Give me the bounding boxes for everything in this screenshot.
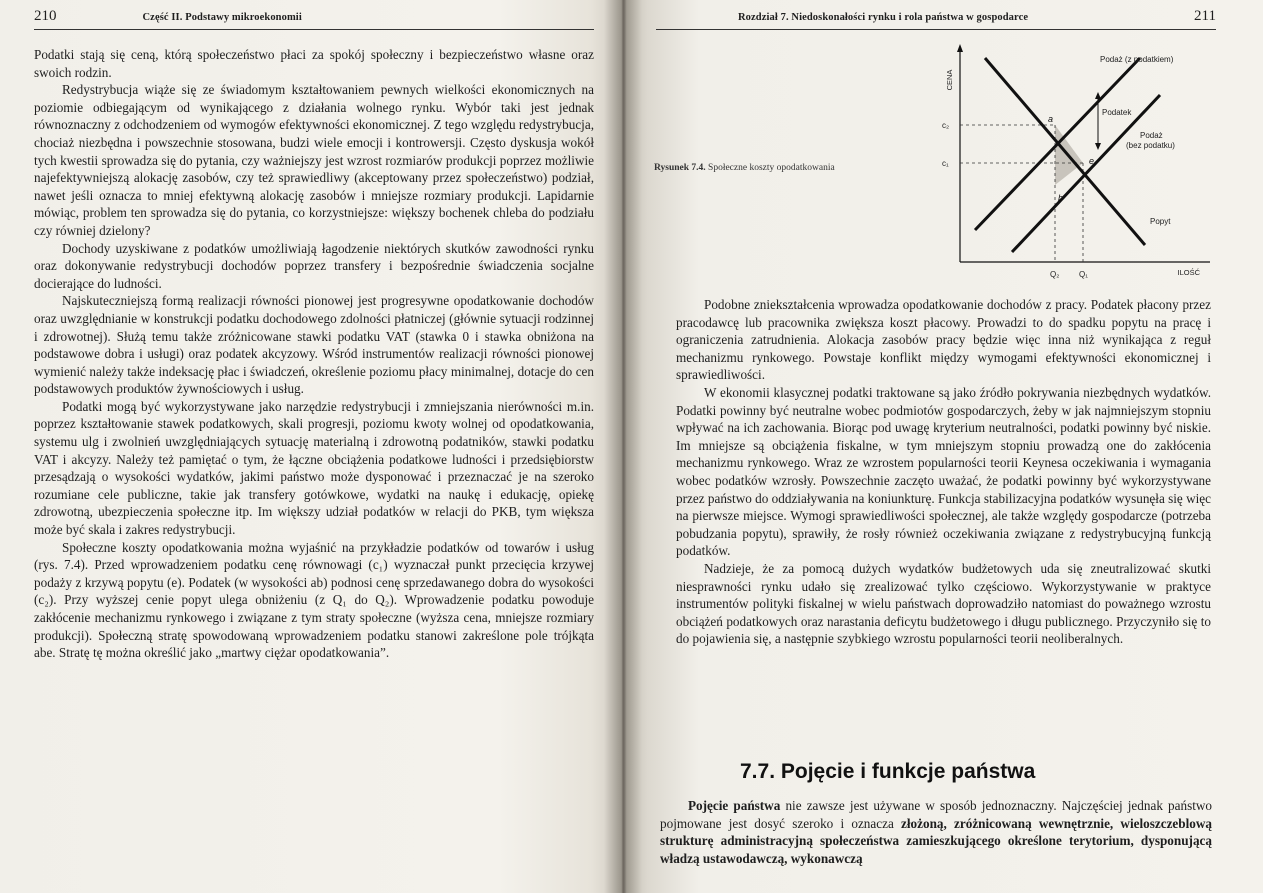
- c1-label: c₁: [942, 159, 949, 168]
- tax-cost-diagram: [930, 40, 1220, 290]
- figure-caption-label: Rysunek 7.4.: [654, 163, 706, 173]
- left-paragraph-5: Podatki mogą być wykorzystywane jako narzędzie redystrybucji i zmniejszania nierówności m.in. poprzez kształtowanie stawek podatkowych, skali progresji, poziomu kwoty wolnej od opodatkowania, systemu ulg i zwolnień uwzględniających sytuację materialną i zdrowotną podatników, stawki podatku VAT i akcyzy. Należy też pamiętać o tym, że łączne obciążenia podatkowe ludności i przedsiębiorstw przesądzają o wysokości wydatków, jakimi państwo może dysponować i przeznaczać je na szeroko rozumiane cele publiczne, takie jak transfery gotówkowe, wydatki na naukę i edukację, opiekę zdrowotną, ubezpieczenia społeczne itp. Im większy udział podatków w relacji do PKB, tym większa może być skala i zakres redystrybucji.: [34, 398, 594, 538]
- right-running-head: Rozdział 7. Niedoskonałości rynku i rola państwa w gospodarce: [738, 12, 1029, 23]
- c2-label: c₂: [942, 121, 950, 130]
- right-paragraph-3: Nadzieje, że za pomocą dużych wydatków budżetowych uda się zneutralizować skutki niesprawności rynku udało się zrealizować tylko częściowo. Wykorzystywanie w praktyce instrumentów polityki fiskalnej w wielu państwach doprowadziło natomiast do poważnego wzrostu obciążeń podatkowych oraz narastania deficytu budżetowego i długu publicznego. Przyczyniło się to do pojawienia się, a następnie szybkiego wzrostu popularności teorii neoliberalnych.: [676, 560, 1211, 647]
- section-body-text: [660, 797, 1212, 867]
- right-body-text: [676, 296, 1211, 648]
- left-page: [0, 0, 622, 893]
- right-running-header: [656, 8, 1216, 30]
- left-paragraph-1: Podatki stają się ceną, którą społeczeństwo płaci za spokój społeczny i bezpieczeństwo własne oraz swoich rodzin.: [34, 47, 594, 80]
- tax-arrow-head-bottom: [1095, 143, 1101, 150]
- section-text: nie zawsze jest używane w sposób jednoznaczny. Najczęściej jednak państwo pojmowane jest dosyć szeroko i oznacza: [660, 798, 1213, 831]
- demand-curve: [985, 58, 1145, 245]
- section-definition: złożoną, zróżnicowaną wewnętrznie, wieloszczeblową strukturę administracyjną społeczeństwa zamieszkującego określone terytorium, dysponującą władzą ustawodawczą, wykonawczą: [660, 815, 1212, 866]
- q2-label: Q₂: [1050, 270, 1060, 279]
- left-running-head: Część II. Podstawy mikroekonomii: [142, 12, 302, 23]
- section-paragraph: [660, 797, 1212, 867]
- supply-tax-label: Podaż (z podatkiem): [1100, 55, 1174, 64]
- right-paragraph-1: Podobne zniekształcenia wprowadza opodatkowanie dochodów z pracy. Podatek płacony przez pracodawcę lub pracownika zwiększa koszt płacowy. Prowadzi to do spadku popytu na pracę i ograniczenia zatrudnienia. Alokacja zasobów pracy będzie więc inna niż wynikająca z reguł mechanizmu rynkowego. Powstaje konflikt między wymogami efektywności ekonomicznej i sprawiedliwości.: [676, 297, 1211, 383]
- figure-caption: [654, 163, 835, 173]
- left-running-header: [34, 8, 594, 30]
- diagram-svg: [930, 40, 1220, 290]
- point-a-label: a: [1048, 114, 1054, 124]
- left-paragraph-3: Dochody uzyskiwane z podatków umożliwiają łagodzenie niektórych skutków zawodności rynku oraz dokonywanie redystrybucji dochodów poprzez transfery i bezpośrednie świadczenia socjalne docierające do ludności.: [34, 240, 594, 291]
- x-axis-label: ILOŚĆ: [1177, 268, 1200, 277]
- supply-label-line2: (bez podatku): [1126, 141, 1175, 150]
- figure-caption-text: Społeczne koszty opodatkowania: [708, 163, 835, 173]
- demand-label: Popyt: [1150, 217, 1171, 226]
- left-body-text: [34, 46, 594, 662]
- tax-arrow-head-top: [1095, 92, 1101, 99]
- tax-label: Podatek: [1102, 108, 1132, 117]
- right-page-number: 211: [1194, 8, 1216, 24]
- left-paragraph-6: Społeczne koszty opodatkowania można wyjaśnić na przykładzie podatków od towarów i usług (rys. 7.4). Przed wprowadzeniem podatku cenę równowagi (c₁) wyznaczał punkt przecięcia krzywej podaży z krzywą popytu (e). Podatek (w wysokości ab) podnosi cenę sprzedawanego dobra do wysokości (c₂). Przy wyższej cenie popyt ulega obniżeniu (z Q₁ do Q₂). Wprowadzenie podatku powoduje zakłócenie mechanizmu rynkowego i związane z tym straty społeczne (wyższa cena, mniejsze rozmiary produkcji). Społeczną stratę spowodowaną wprowadzeniem podatku stanowi zakreślone pole trójkąta abe. Stratę tę można określić jako „martwy ciężar opodatkowania”.: [34, 539, 594, 661]
- left-page-number: 210: [34, 8, 57, 24]
- y-axis-arrow: [957, 44, 963, 52]
- point-e-label: e: [1089, 156, 1095, 166]
- y-axis-label: CENA: [945, 69, 954, 91]
- supply-label-line1: Podaż: [1140, 131, 1163, 140]
- section-heading: 7.7. Pojęcie i funkcje państwa: [740, 760, 1036, 783]
- point-b-label: b: [1058, 193, 1064, 203]
- supply-without-tax-curve: [1012, 95, 1160, 252]
- section-term: Pojęcie państwa: [688, 798, 781, 813]
- left-paragraph-2: Redystrybucja wiąże się ze świadomym kształtowaniem pewnych wielkości ekonomicznych na poziomie odbiegającym od wynikającego z działania wolnego rynku. Wybór taki jest jednak równoznaczny z odchodzeniem od wymogów efektywności ekonomicznej. Z tego względu redystrybucja, chociaż niezbędna i powszechnie stosowana, budzi wiele emocji i kontrowersji. Często dyskusja wokół tych kwestii sprowadza się do pytania, czy ważniejszy jest wzrost rozmiarów produkcji poprzez możliwie najefektywniejszą alokację zasobów, czy też sprawiedliwy (akceptowany przez społeczeństwo) podział, nawet jeśli oznacza to mniej efektywną alokację zasobów i mniejsze rozmiary produkcji. Lapidarnie mówiąc, problem ten sprowadza się do pytania, co korzystniejsze: większy bochenek chleba do podziału czy równiej dzielony?: [34, 82, 594, 238]
- q1-label: Q₁: [1079, 270, 1088, 279]
- right-paragraph-2: W ekonomii klasycznej podatki traktowane są jako źródło pokrywania niezbędnych wydatków. Podatki powinny być neutralne wobec podmiotów gospodarczych, żeby w jak najmniejszym stopniu wpływać na ich zachowania. Biorąc pod uwagę kryterium neutralności, podatki powinny być niskie. Im mniejsze są obciążenia fiskalne, w tym mniejszym stopniu prowadzą one do zakłócenia mechanizmu rynkowego. Wraz ze wzrostem popularności teorii Keynesa oczekiwania i wymagania wobec podatków wzrosły. Powszechnie zaczęto uważać, że podatki powinny być wykorzystywane przez państwo do oddziaływania na koniunkturę. Funkcja stabilizacyjna podatków wysunęła się więc na pierwsze miejsce. Wymogi sprawiedliwości społecznej, ale także względy gospodarcze (potrzeba pobudzania popytu), sprawiły, że rosły również oczekiwania związane z redystrybucyjną funkcją podatków.: [676, 384, 1211, 559]
- left-paragraph-4: Najskuteczniejszą formą realizacji równości pionowej jest progresywne opodatkowanie dochodów oraz uwzględnianie w konstrukcji podatku dochodowego zdolności płatniczej (głównie sytuacji rodzinnej i zdrowotnej). Służą temu także zróżnicowane stawki podatku VAT (stawka 0 i stawka obniżona na podstawowe dobra i usługi) oraz podatek akcyzowy. Wśród instrumentów realizacji równości pionowej wymienić należy także indeksację płac i świadczeń, określenie poziomu płacy minimalnej, dotacje do cen podstawowych produktów żywnościowych i usług.: [34, 293, 594, 397]
